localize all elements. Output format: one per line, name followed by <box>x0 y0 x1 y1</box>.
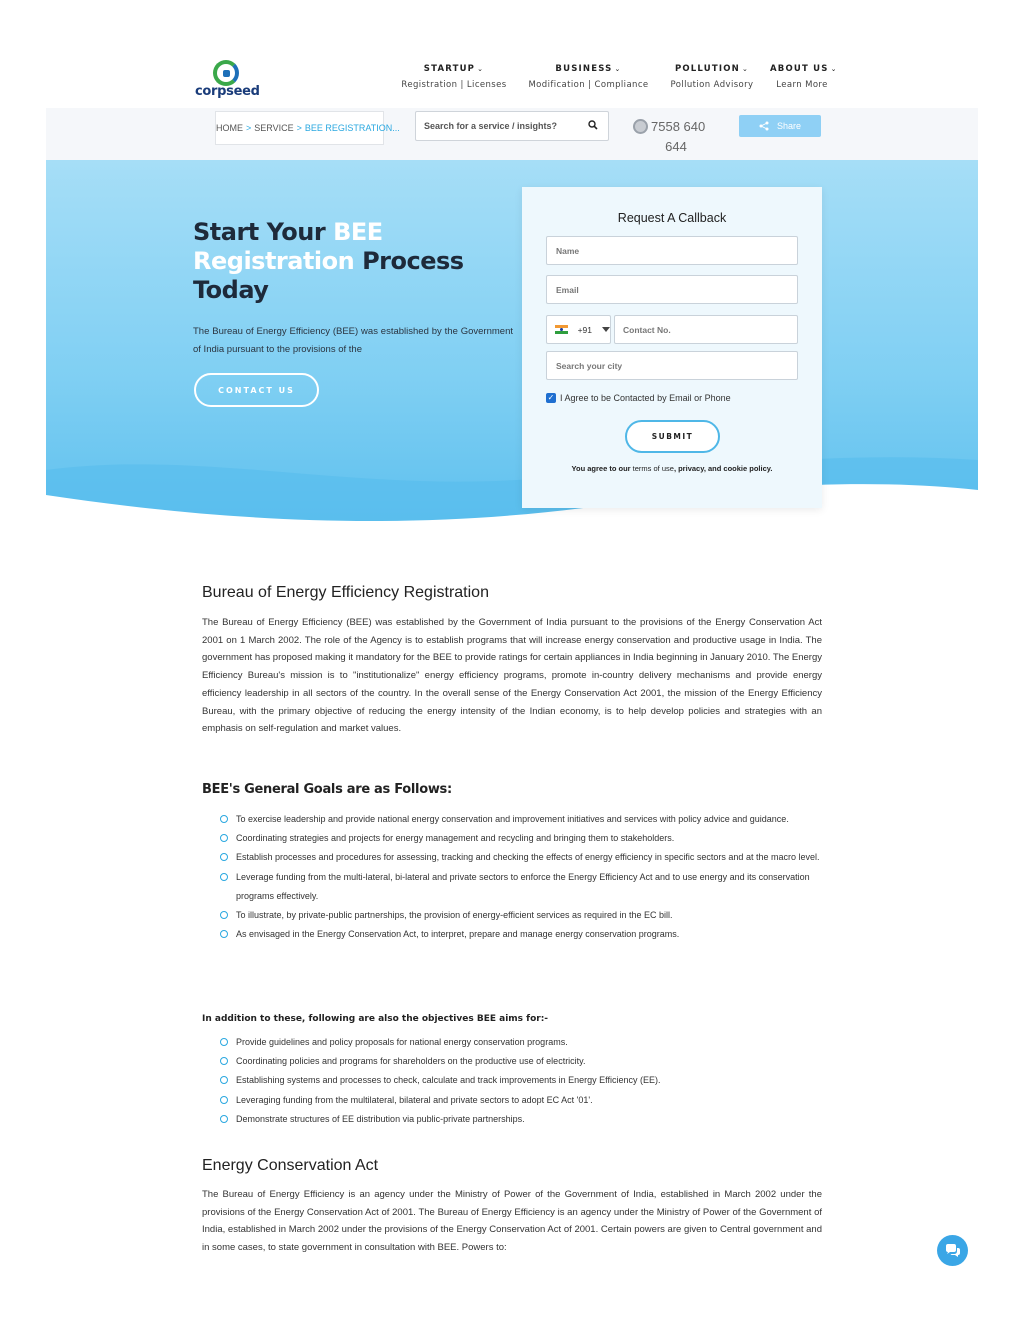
terms-link[interactable]: terms of use <box>632 464 674 473</box>
list-item: Leveraging funding from the multilateral, bilateral and private sectors to adopt EC Act '01'. <box>202 1091 822 1110</box>
policy-rest: , privacy, and cookie policy. <box>673 464 773 473</box>
hero-title-part2: Process Today <box>193 247 464 304</box>
nav-item-startup[interactable] <box>401 64 507 90</box>
nav-item-pollution[interactable] <box>669 64 755 90</box>
chevron-down-icon: ⌄ <box>614 65 622 73</box>
section-body-energy-conservation-act: The Bureau of Energy Efficiency is an agency under the Ministry of Power of the Government of India, established in March 2002 under the provisions of the Energy Conservation Act of 2001. The Bureau of Energy Efficiency is an agency under the Ministry of Power of the Government of India, established in March 2002 under the provisions of the Energy Conservation Act of 2001. Certain powers are given to Central government and in some cases, to state government in consultation with BEE. Powers to: <box>202 1189 822 1254</box>
nav-label: STARTUP <box>423 64 476 74</box>
goals-heading: BEE's General Goals are as Follows: <box>202 782 452 797</box>
breadcrumb-separator: > <box>296 123 302 133</box>
search-icon[interactable] <box>588 120 598 130</box>
phone-number-line1: 7558 640 <box>651 119 706 134</box>
agree-checkbox[interactable]: ✓ <box>547 393 555 402</box>
nav-label: POLLUTION <box>674 64 740 74</box>
agree-label: I Agree to be Contacted by Email or Phone <box>560 393 731 403</box>
chat-button[interactable] <box>937 1235 968 1266</box>
breadcrumb-separator: > <box>246 123 252 133</box>
logo-mark-icon <box>213 60 239 86</box>
list-item: As envisaged in the Energy Conservation Act, to interpret, prepare and manage energy conservation programs. <box>202 925 822 944</box>
breadcrumb-home[interactable]: HOME <box>216 123 243 133</box>
search-box <box>415 111 609 141</box>
list-item: To illustrate, by private-public partnerships, the provision of energy-efficient services as required in the EC bill. <box>202 906 822 925</box>
name-field-wrapper <box>546 236 798 265</box>
search-input[interactable] <box>416 112 576 140</box>
breadcrumb-service[interactable]: SERVICE <box>254 123 294 133</box>
nav-sublabel: Modification | Compliance <box>528 80 649 90</box>
hero-description: The Bureau of Energy Efficiency (BEE) was established by the Government of India pursuant to the provisions of the <box>193 326 513 355</box>
share-label: Share <box>776 121 802 131</box>
nav-label: ABOUT US <box>770 64 829 74</box>
contact-number-field[interactable] <box>615 316 797 343</box>
hero-title-highlight: BEE Registration <box>193 218 383 275</box>
callback-form <box>522 187 822 508</box>
policy-text <box>522 464 822 473</box>
city-field-wrapper <box>546 351 798 380</box>
contact-field-wrapper <box>614 315 798 344</box>
hero-title <box>193 218 493 305</box>
list-item: Coordinating strategies and projects for energy management and recycling and bringing them to stakeholders. <box>202 829 822 848</box>
india-flag-icon <box>555 325 568 334</box>
share-button[interactable] <box>739 115 821 137</box>
nav-sublabel: Learn More <box>776 80 828 90</box>
chat-bubbles-icon <box>945 1244 961 1258</box>
email-field[interactable] <box>547 276 797 303</box>
submit-button[interactable]: SUBMIT <box>625 420 720 453</box>
country-code: +91 <box>577 324 592 335</box>
section-body-bee-registration: The Bureau of Energy Efficiency (BEE) was established by the Government of India pursuant to the provisions of the Energy Conservation Act 2001 on 1 March 2002. The role of the Agency is to establish programs that will increase energy conservation and productive usage in India. The government has proposed making it mandatory for the BEE to provide ratings for certain appliances in India beginning in January 2010. The Energy Efficiency Bureau's mission is to "institutionalize" energy efficiency programs, promote in-country delivery mechanisms and provide energy efficiency leadership in all sectors of the country. In the overall sense of the Energy Conservation Act 2001, the mission of the Energy Efficiency Bureau, with the primary objective of reducing the energy intensity of the Indian economy, is to help develop policies and strategies with an emphasis on self-regulation and market values. <box>202 617 822 735</box>
phone-number-line2: 644 <box>665 139 687 154</box>
name-field[interactable] <box>547 237 797 264</box>
section-heading-bee-registration: Bureau of Energy Efficiency Registration <box>202 584 489 601</box>
email-field-wrapper <box>546 275 798 304</box>
list-item: Establishing systems and processes to check, calculate and track improvements in Energy Efficiency (EE). <box>202 1071 822 1090</box>
logo-text: corpseed <box>195 84 260 99</box>
nav-item-about-us[interactable] <box>770 64 838 90</box>
caret-down-icon <box>602 327 610 332</box>
goals-list <box>202 810 822 944</box>
list-item: Demonstrate structures of EE distribution via public-private partnerships. <box>202 1110 822 1129</box>
nav-item-business[interactable] <box>525 64 652 90</box>
hero-title-part1: Start Your <box>193 218 334 246</box>
corpseed-logo[interactable] <box>193 60 263 104</box>
objectives-list <box>202 1033 822 1129</box>
nav-sublabel: Pollution Advisory <box>670 80 754 90</box>
policy-prefix: You agree to our <box>571 464 633 473</box>
list-item: Coordinating policies and programs for shareholders on the productive use of electricity. <box>202 1052 822 1071</box>
nav-label: BUSINESS <box>555 64 613 74</box>
chevron-down-icon: ⌄ <box>477 65 485 73</box>
nav-sublabel: Registration | Licenses <box>401 80 507 90</box>
list-item: Provide guidelines and policy proposals for national energy conservation programs. <box>202 1033 822 1052</box>
breadcrumb <box>215 111 400 145</box>
list-item: Establish processes and procedures for assessing, tracking and checking the effects of energy efficiency in specific sectors and at the macro level. <box>202 848 822 867</box>
contact-us-button[interactable]: CONTACT US <box>194 373 319 407</box>
chevron-down-icon: ⌄ <box>741 65 750 73</box>
list-item: To exercise leadership and provide national energy conservation and improvement initiatives and services with policy advice and guidance. <box>202 810 822 829</box>
country-code-select[interactable] <box>546 315 611 344</box>
chevron-down-icon: ⌄ <box>830 65 838 73</box>
list-item: Leverage funding from the multi-lateral, bi-lateral and private sectors to enforce the Energy Efficiency Act and to use energy and its conservation programs effectively. <box>202 868 822 906</box>
city-search-field[interactable] <box>547 352 797 379</box>
agree-checkbox-row[interactable] <box>546 393 731 403</box>
support-agent-icon <box>633 119 648 134</box>
share-icon <box>759 121 769 131</box>
breadcrumb-current: BEE REGISTRATION... <box>304 123 400 133</box>
section-heading-energy-conservation-act: Energy Conservation Act <box>202 1157 379 1174</box>
objectives-heading: In addition to these, following are also the objectives BEE aims for:- <box>202 1014 549 1024</box>
form-title: Request A Callback <box>617 211 727 225</box>
